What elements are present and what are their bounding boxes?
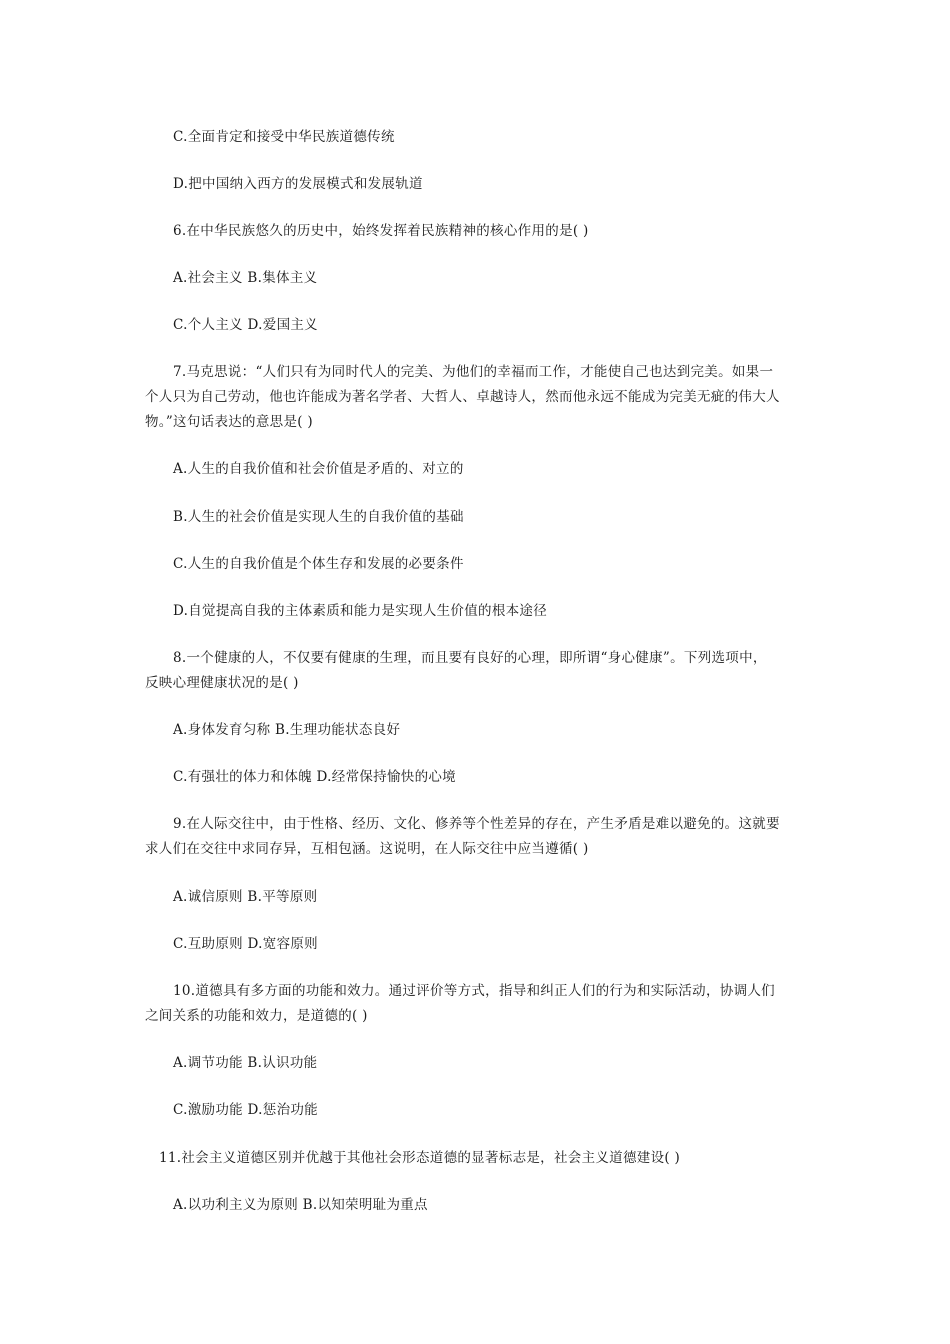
q8-options-ab: A.身体发育匀称 B.生理功能状态良好 <box>173 722 401 738</box>
q7-option-b: B.人生的社会价值是实现人生的自我价值的基础 <box>173 509 464 525</box>
q5-option-c: C.全面肯定和接受中华民族道德传统 <box>173 129 395 145</box>
q10-options-cd: C.激励功能 D.惩治功能 <box>173 1102 318 1118</box>
q9-options-ab: A.诚信原则 B.平等原则 <box>173 889 318 905</box>
question-7-line-2: 个人只为自己劳动，他也许能成为著名学者、大哲人、卓越诗人，然而他永远不能成为完美无疵的伟大人 <box>145 389 780 405</box>
q7-option-c: C.人生的自我价值是个体生存和发展的必要条件 <box>173 556 464 572</box>
q8-options-cd: C.有强壮的体力和体魄 D.经常保持愉快的心境 <box>173 769 456 785</box>
question-11: 11.社会主义道德区别并优越于其他社会形态道德的显著标志是，社会主义道德建设( ) <box>159 1150 681 1166</box>
question-7-line-1: 7.马克思说：“人们只有为同时代人的完美、为他们的幸福而工作，才能使自己也达到完美。如果一 <box>173 364 774 380</box>
question-9-line-2: 求人们在交往中求同存异，互相包涵。这说明，在人际交往中应当遵循( ) <box>145 841 589 857</box>
question-10-line-1: 10.道德具有多方面的功能和效力。通过评价等方式，指导和纠正人们的行为和实际活动，协调人们 <box>173 983 775 999</box>
q5-option-d: D.把中国纳入西方的发展模式和发展轨道 <box>173 176 423 192</box>
q10-options-ab: A.调节功能 B.认识功能 <box>173 1055 318 1071</box>
q6-options-ab: A.社会主义 B.集体主义 <box>173 270 318 286</box>
question-8-line-2: 反映心理健康状况的是( ) <box>145 675 299 691</box>
q9-options-cd: C.互助原则 D.宽容原则 <box>173 936 318 952</box>
question-8-line-1: 8.一个健康的人，不仅要有健康的生理，而且要有良好的心理，即所谓“身心健康”。下列选项中， <box>173 650 767 666</box>
question-10-line-2: 之间关系的功能和效力，是道德的( ) <box>145 1008 368 1024</box>
question-9-line-1: 9.在人际交往中，由于性格、经历、文化、修养等个性差异的存在，产生矛盾是难以避免的。这就要 <box>173 816 780 832</box>
question-7-line-3: 物。”这句话表达的意思是( ) <box>145 414 313 430</box>
q7-option-a: A.人生的自我价值和社会价值是矛盾的、对立的 <box>173 461 464 477</box>
question-6: 6.在中华民族悠久的历史中，始终发挥着民族精神的核心作用的是( ) <box>173 223 589 239</box>
q11-options-ab: A.以功利主义为原则 B.以知荣明耻为重点 <box>173 1197 428 1213</box>
q7-option-d: D.自觉提高自我的主体素质和能力是实现人生价值的根本途径 <box>173 603 548 619</box>
q6-options-cd: C.个人主义 D.爱国主义 <box>173 317 318 333</box>
